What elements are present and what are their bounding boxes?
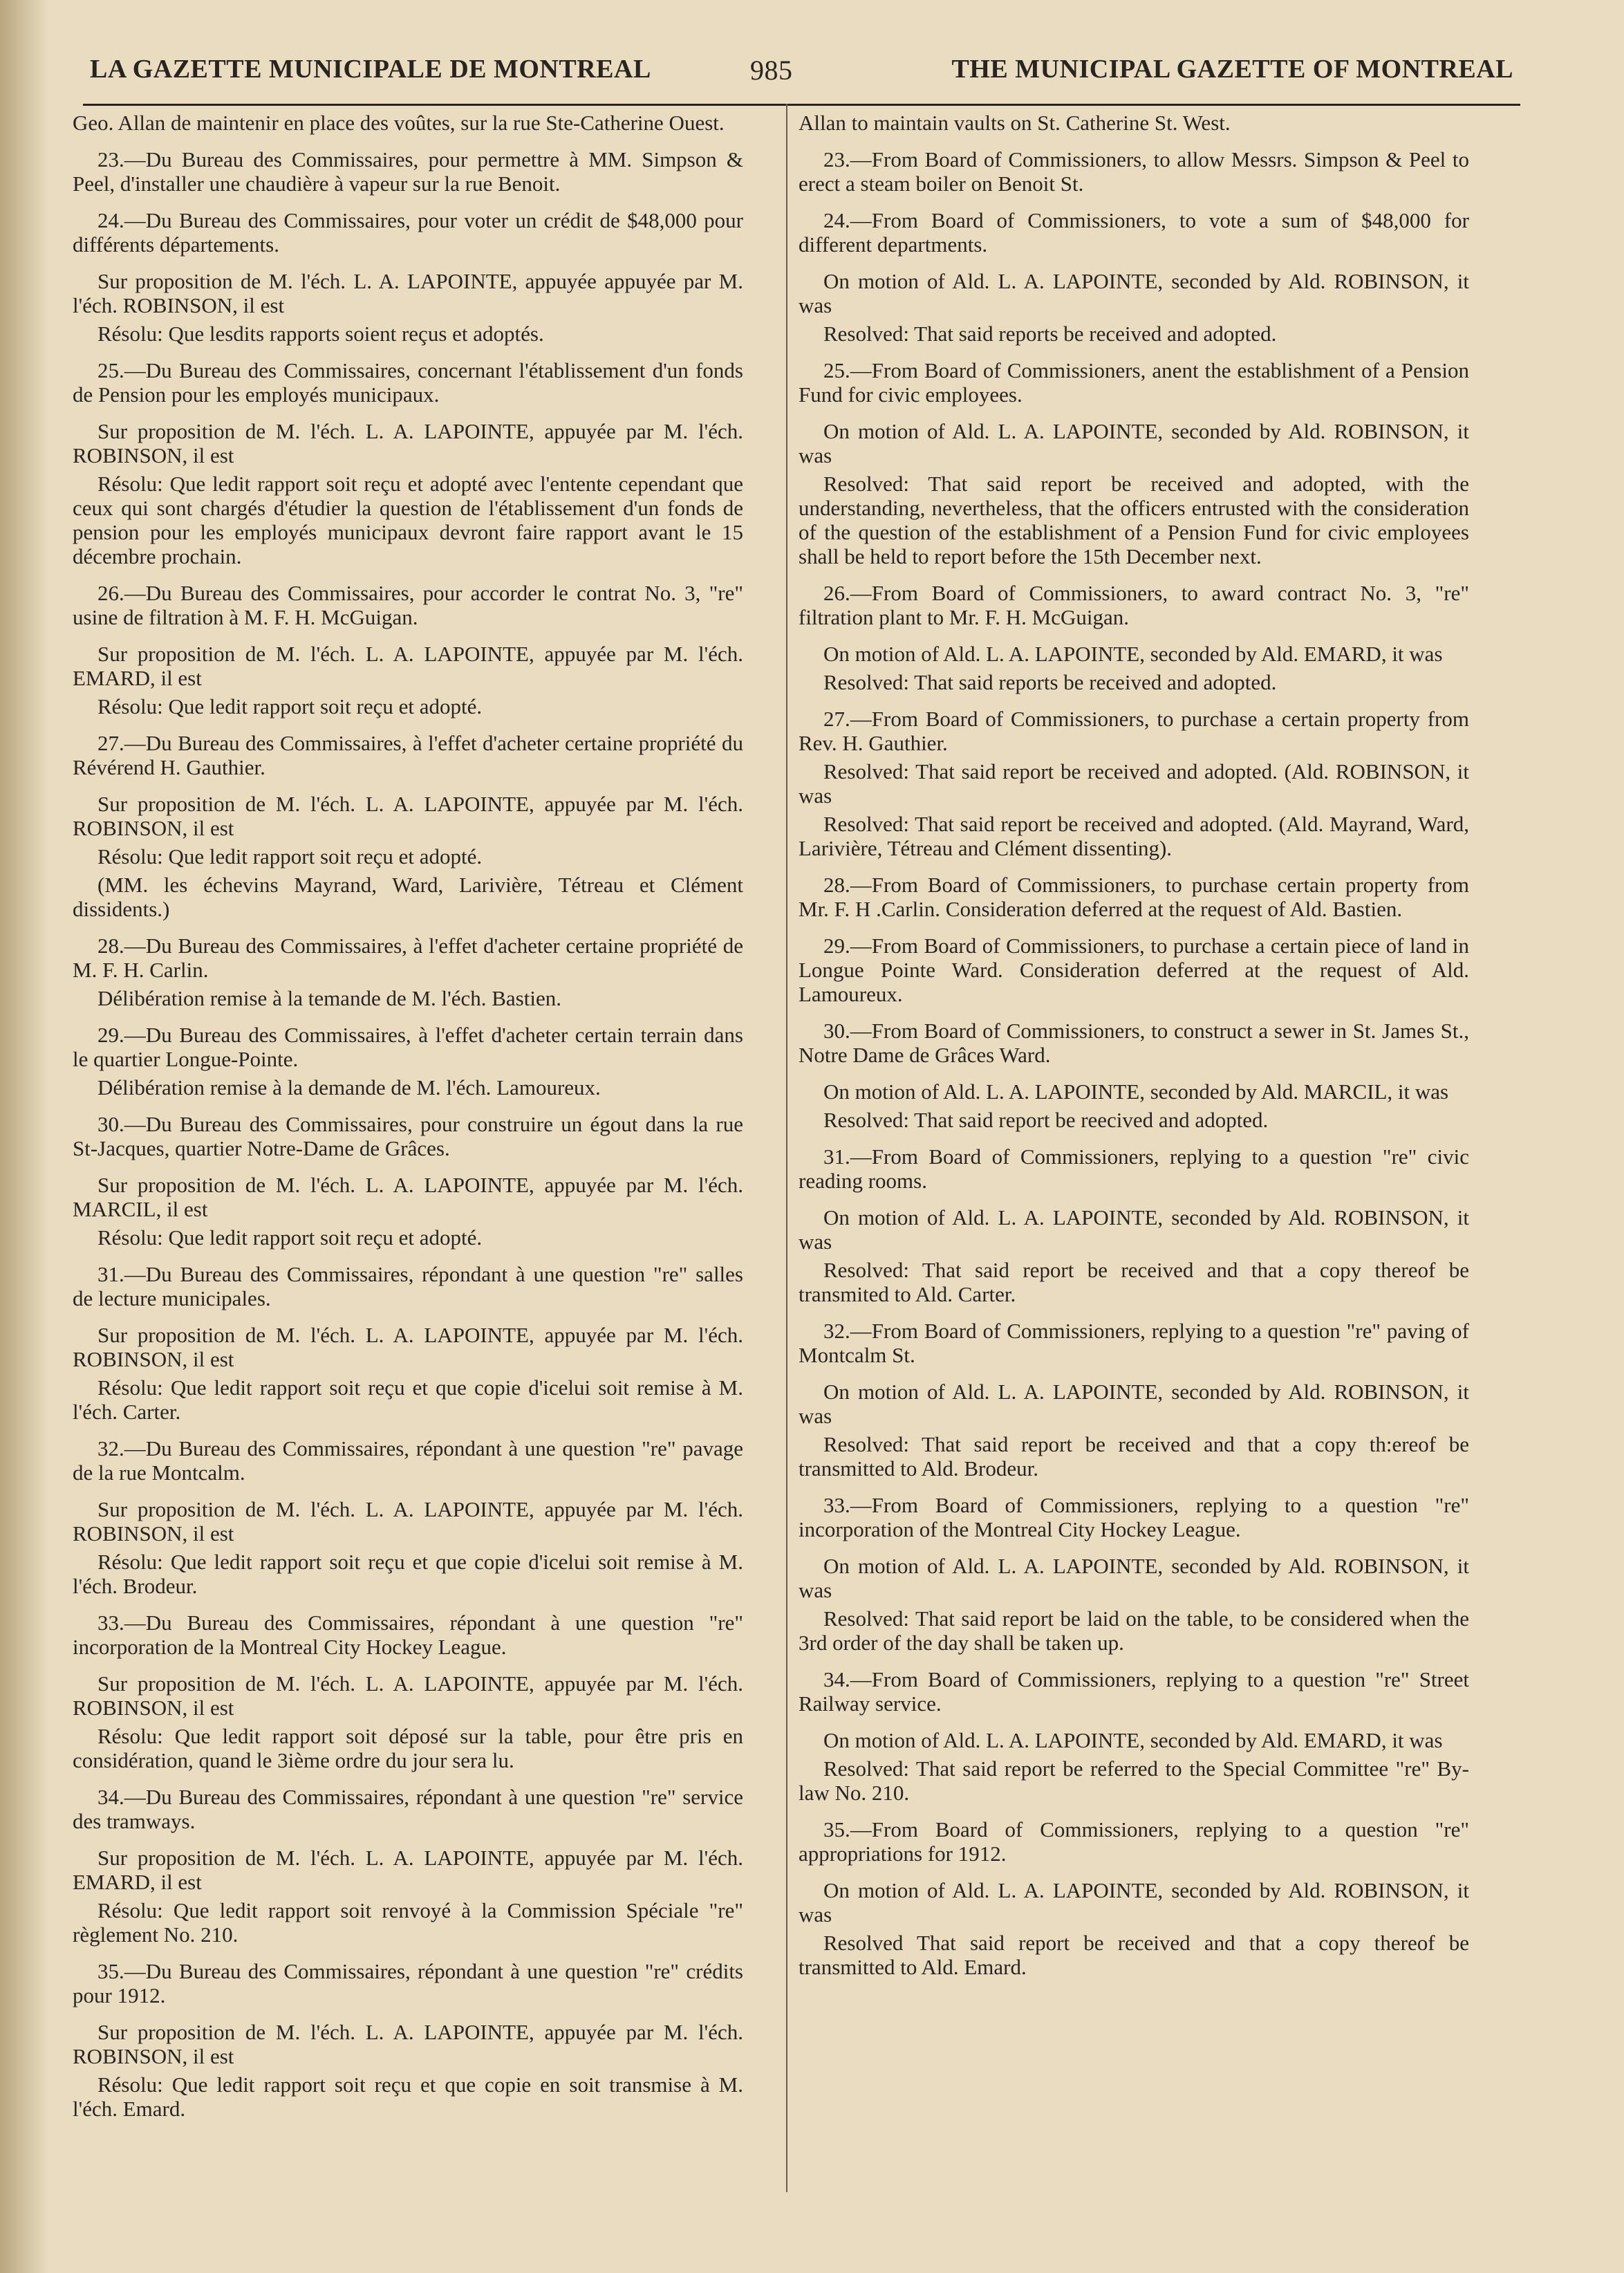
french-paragraph: Résolu: Que ledit rapport soit renvoyé à la Commission Spéciale "re" règlement No. 210. (73, 1898, 743, 1947)
english-paragraph: 29.—From Board of Commissioners, to purchase a certain piece of land in Longue Pointe Ward. Consideration deferred at the request of Ald. Lamoureux. (799, 934, 1469, 1006)
english-paragraph: On motion of Ald. L. A. LAPOINTE, seconded by Ald. ROBINSON, it was (799, 1554, 1469, 1602)
english-paragraph: Resolved: That said report be referred to the Special Committee "re" By-law No. 210. (799, 1756, 1469, 1805)
column-divider (786, 104, 787, 2192)
english-paragraph: 34.—From Board of Commissioners, replying to a question "re" Street Railway service. (799, 1667, 1469, 1716)
english-paragraph: 33.—From Board of Commissioners, replying to a question "re" incorporation of the Montreal City Hockey League. (799, 1493, 1469, 1541)
french-paragraph: 30.—Du Bureau des Commissaires, pour construire un égout dans la rue St-Jacques, quartier Notre-Dame de Grâces. (73, 1112, 743, 1160)
english-paragraph: Resolved: That said reports be received and adopted. (823, 670, 1277, 694)
english-paragraph: 31.—From Board of Commissioners, replying to a question "re" civic reading rooms. (799, 1144, 1469, 1193)
french-paragraph: Délibération remise à la demande de M. l'éch. Lamoureux. (97, 1075, 601, 1100)
english-paragraph: Resolved: That said report be received and adopted. (Ald. Mayrand, Ward, Larivière, Tétreau and Clément dissenting). (799, 812, 1469, 860)
french-paragraph: 28.—Du Bureau des Commissaires, à l'effet d'acheter certaine propriété de M. F. H. Carlin. (73, 934, 743, 982)
french-paragraph: Sur proposition de M. l'éch. L. A. LAPOINTE, appuyée par M. l'éch. MARCIL, il est (73, 1173, 743, 1221)
english-paragraph: 25.—From Board of Commissioners, anent the establishment of a Pension Fund for civic employees. (799, 358, 1469, 407)
page-number: 985 (750, 55, 793, 86)
header-english-title: THE MUNICIPAL GAZETTE OF MONTREAL (951, 55, 1513, 84)
french-paragraph: Délibération remise à la temande de M. l'éch. Bastien. (97, 986, 561, 1010)
english-paragraph: 28.—From Board of Commissioners, to purchase certain property from Mr. F. H .Carlin. Consideration deferred at the request of Ald. Bastien. (799, 873, 1469, 921)
french-paragraph: Résolu: Que ledit rapport soit reçu et adopté. (97, 694, 483, 718)
french-paragraph: 35.—Du Bureau des Commissaires, répondant à une question "re" crédits pour 1912. (73, 1959, 743, 2007)
english-paragraph: On motion of Ald. L. A. LAPOINTE, seconded by Ald. EMARD, it was (823, 1728, 1443, 1752)
page-header (83, 48, 1520, 106)
english-paragraph: 26.—From Board of Commissioners, to award contract No. 3, "re" filtration plant to Mr. F. H. McGuigan. (799, 581, 1469, 629)
english-column (799, 111, 1469, 1983)
french-paragraph: 32.—Du Bureau des Commissaires, répondant à une question "re" pavage de la rue Montcalm. (73, 1436, 743, 1485)
french-paragraph: Sur proposition de M. l'éch. L. A. LAPOINTE, appuyée par M. l'éch. ROBINSON, il est (73, 792, 743, 840)
french-paragraph: Sur proposition de M. l'éch. L. A. LAPOINTE, appuyée par M. l'éch. ROBINSON, il est (73, 1671, 743, 1720)
book-spine-shadow (0, 0, 48, 2273)
english-paragraph: 23.—From Board of Commissioners, to allow Messrs. Simpson & Peel to erect a steam boiler on Benoit St. (799, 147, 1469, 196)
french-paragraph: Résolu: Que ledit rapport soit déposé sur la table, pour être pris en considération, quand le 3ième ordre du jour sera lu. (73, 1724, 743, 1772)
english-paragraph: Allan to maintain vaults on St. Catherine St. West. (799, 111, 1231, 135)
english-paragraph: 27.—From Board of Commissioners, to purchase a certain property from Rev. H. Gauthier. (799, 707, 1469, 755)
english-paragraph: On motion of Ald. L. A. LAPOINTE, seconded by Ald. ROBINSON, it was (799, 1380, 1469, 1428)
french-paragraph: Sur proposition de M. l'éch. L. A. LAPOINTE, appuyée par M. l'éch. EMARD, il est (73, 642, 743, 690)
english-paragraph: On motion of Ald. L. A. LAPOINTE, seconded by Ald. MARCIL, it was (823, 1079, 1449, 1104)
english-paragraph: Resolved: That said report be received and that a copy th:ereof be transmitted to Ald. Brodeur. (799, 1432, 1469, 1481)
french-paragraph: 23.—Du Bureau des Commissaires, pour permettre à MM. Simpson & Peel, d'installer une chaudière à vapeur sur la rue Benoit. (73, 147, 743, 196)
french-paragraph: (MM. les échevins Mayrand, Ward, Larivière, Tétreau et Clément dissidents.) (73, 873, 743, 921)
french-paragraph: Résolu: Que ledit rapport soit reçu et que copie d'icelui soit remise à M. l'éch. Brodeur. (73, 1550, 743, 1598)
french-paragraph: 27.—Du Bureau des Commissaires, à l'effet d'acheter certaine propriété du Révérend H. Gauthier. (73, 731, 743, 779)
french-paragraph: Sur proposition de M. l'éch. L. A. LAPOINTE, appuyée par M. l'éch. ROBINSON, il est (73, 1323, 743, 1371)
english-paragraph: 24.—From Board of Commissioners, to vote a sum of $48,000 for different departments. (799, 208, 1469, 257)
french-paragraph: Sur proposition de M. l'éch. L. A. LAPOINTE, appuyée par M. l'éch. ROBINSON, il est (73, 2020, 743, 2068)
english-paragraph: Resolved: That said reports be received and adopted. (823, 322, 1277, 346)
english-paragraph: Resolved: That said report be reecived and adopted. (823, 1108, 1269, 1132)
english-paragraph: Resolved: That said report be received and that a copy thereof be transmited to Ald. Carter. (799, 1258, 1469, 1306)
english-paragraph: Resolved: That said report be received and adopted, with the understanding, nevertheless, that the officers entrusted with the consideration of the question of the establishment of a Pension Fund for civic employees shall be held to report before the 15th December next. (799, 472, 1469, 568)
french-paragraph: Résolu: Que ledit rapport soit reçu et adopté. (97, 844, 483, 869)
french-paragraph: Résolu: Que ledit rapport soit reçu et adopté. (97, 1225, 483, 1250)
english-paragraph: On motion of Ald. L. A. LAPOINTE, seconded by Ald. ROBINSON, it was (799, 1205, 1469, 1254)
english-paragraph: 32.—From Board of Commissioners, replying to a question "re" paving of Montcalm St. (799, 1319, 1469, 1367)
english-paragraph: On motion of Ald. L. A. LAPOINTE, seconded by Ald. ROBINSON, it was (799, 1878, 1469, 1927)
french-paragraph: Sur proposition de M. l'éch. L. A. LAPOINTE, appuyée par M. l'éch. ROBINSON, il est (73, 419, 743, 467)
french-paragraph: 25.—Du Bureau des Commissaires, concernant l'établissement d'un fonds de Pension pour les employés municipaux. (73, 358, 743, 407)
header-french-title: LA GAZETTE MUNICIPALE DE MONTREAL (90, 55, 651, 84)
english-paragraph: On motion of Ald. L. A. LAPOINTE, seconded by Ald. ROBINSON, it was (799, 269, 1469, 317)
french-paragraph: 31.—Du Bureau des Commissaires, répondant à une question "re" salles de lecture municipales. (73, 1262, 743, 1310)
french-paragraph: Sur proposition de M. l'éch. L. A. LAPOINTE, appuyée par M. l'éch. EMARD, il est (73, 1846, 743, 1894)
french-paragraph: 24.—Du Bureau des Commissaires, pour voter un crédit de $48,000 pour différents départements. (73, 208, 743, 257)
french-paragraph: Résolu: Que ledit rapport soit reçu et que copie en soit transmise à M. l'éch. Emard. (73, 2072, 743, 2121)
english-paragraph: On motion of Ald. L. A. LAPOINTE, seconded by Ald. EMARD, it was (823, 642, 1443, 666)
french-paragraph: Sur proposition de M. l'éch. L. A. LAPOINTE, appuyée par M. l'éch. ROBINSON, il est (73, 1497, 743, 1546)
french-paragraph: Résolu: Que ledit rapport soit reçu et adopté avec l'entente cependant que ceux qui sont chargés d'étudier la question de l'établissement d'un fonds de pension pour les employés municipaux devront faire rapport avant le 15 décembre prochain. (73, 472, 743, 568)
english-paragraph: 35.—From Board of Commissioners, replying to a question "re" appropriations for 1912. (799, 1817, 1469, 1866)
french-paragraph: Résolu: Que lesdits rapports soient reçus et adoptés. (97, 322, 544, 346)
french-paragraph: 26.—Du Bureau des Commissaires, pour accorder le contrat No. 3, "re" usine de filtration à M. F. H. McGuigan. (73, 581, 743, 629)
french-paragraph: Geo. Allan de maintenir en place des voûtes, sur la rue Ste-Catherine Ouest. (73, 111, 725, 135)
english-paragraph: Resolved: That said report be received and adopted. (Ald. ROBINSON, it was (799, 759, 1469, 808)
french-paragraph: Résolu: Que ledit rapport soit reçu et que copie d'icelui soit remise à M. l'éch. Carter. (73, 1375, 743, 1424)
english-paragraph: On motion of Ald. L. A. LAPOINTE, seconded by Ald. ROBINSON, it was (799, 419, 1469, 467)
french-paragraph: 33.—Du Bureau des Commissaires, répondant à une question "re" incorporation de la Montreal City Hockey League. (73, 1611, 743, 1659)
english-paragraph: Resolved: That said report be laid on the table, to be considered when the 3rd order of the day shall be taken up. (799, 1606, 1469, 1655)
french-paragraph: Sur proposition de M. l'éch. L. A. LAPOINTE, appuyée appuyée par M. l'éch. ROBINSON, il est (73, 269, 743, 317)
english-paragraph: Resolved That said report be received and that a copy thereof be transmitted to Ald. Emard. (799, 1931, 1469, 1979)
french-paragraph: 34.—Du Bureau des Commissaires, répondant à une question "re" service des tramways. (73, 1785, 743, 1833)
english-paragraph: 30.—From Board of Commissioners, to construct a sewer in St. James St., Notre Dame de Grâces Ward. (799, 1019, 1469, 1067)
french-paragraph: 29.—Du Bureau des Commissaires, à l'effet d'acheter certain terrain dans le quartier Longue-Pointe. (73, 1023, 743, 1071)
french-column (73, 111, 743, 2125)
